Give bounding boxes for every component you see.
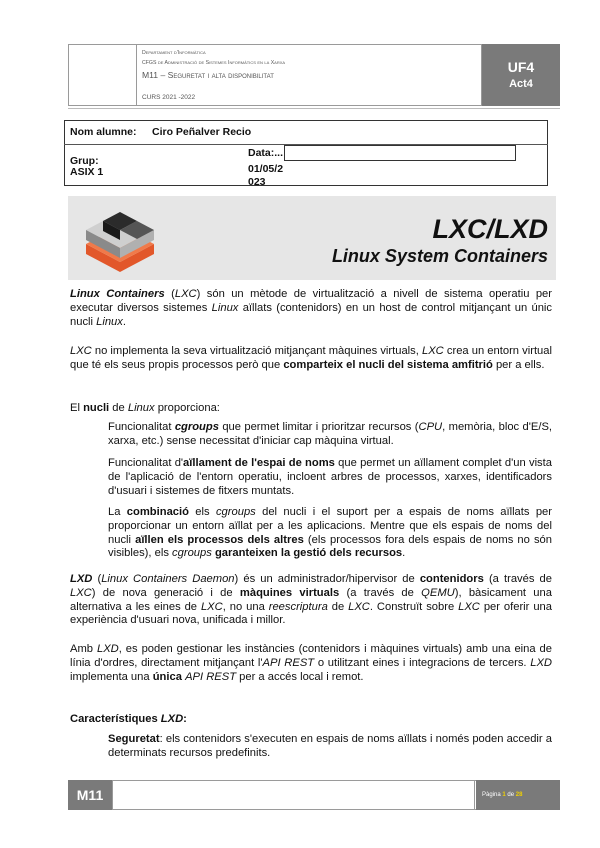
header-department: Departament d'Informàtica [142,50,206,56]
name-label: Nom alumne: [70,126,137,138]
feature-security: Seguretat: els contenidors s'executen en espais de noms aïllats i només poden accedir a determinats recursos predefinits. [108,733,552,759]
features-heading: Característiques LXD: [70,713,187,725]
page-current: 1 [502,792,506,798]
footer-divider [474,780,475,810]
banner-title: LXC/LXD [432,214,548,244]
bullet-cgroups: Funcionalitat cgroups que permet limitar i prioritzar recursos (CPU, memòria, bloc d'E/S, xarxa, etc.) sense necessitat d'iniciar cap màquina virtual. [108,421,553,447]
date-value-line2: 023 [248,176,266,188]
header-divider [136,44,137,106]
unit-label: UF4 [507,59,535,75]
footer-module: M11 [68,780,112,810]
banner-subtitle: Linux System Containers [331,246,548,266]
name-value: Ciro Peñalver Recio [152,126,252,138]
bullet-combination: La combinació els cgroups del nucli i el suport per a espais de noms aïllats per proporcionar un entorn aïllat per a les aplicacions. Mentre que els espais de noms del nucli aïllen els processos dels altres (els processos fora dels espais de noms no són visibles), els cgroups garanteixen la gestió dels recursos. [108,506,552,560]
header-box [68,44,482,106]
paragraph-lxc: LXC no implementa la seva virtualització mitjançant màquines virtuals, LXC crea un entorn virtual que té els seus propis processos però que comparteix el nucli del sistema amfitrió per a ells. [70,345,552,371]
footer-pagination: Pàgina 1 de 28 [476,780,560,810]
header-rule [68,108,560,109]
date-field[interactable] [284,145,516,161]
date-label: Data:... [248,147,284,159]
paragraph-management: Amb LXD, es poden gestionar les instàncies (contenidors i màquines virtuals) amb una eina de línia d'ordres, directament mitjançant l'API REST o utilitzant eines i integracions de tercers. LXD implementa una única API REST per a accés local i remot. [70,643,552,683]
bullet-namespaces: Funcionalitat d'aïllament de l'espai de noms que permet un aïllament complet d'un vista de l'aplicació de l'entorn operatiu, incloent arbres de processos, xarxes, identificadors d'usuari i sistemes de fitxers muntats. [108,457,552,497]
paragraph-intro: Linux Containers (LXC) són un mètode de virtualització a nivell de sistema operatiu per executar diversos sistemes Linux aïllats (contenidors) en un host de control mitjançant un únic nucli Linux. [70,288,553,328]
group-value: ASIX 1 [70,166,104,178]
paragraph-kernel: El nucli de Linux proporciona: [70,402,220,414]
containers-logo [80,200,160,276]
page-total: 28 [515,792,523,798]
header-year: CURS 2021 -2022 [142,94,196,101]
date-value-line1: 01/05/2 [248,163,284,175]
unit-badge [482,44,560,106]
group-label: Grup: [70,155,99,167]
activity-label: Act4 [509,78,533,90]
paragraph-lxd: LXD (Linux Containers Daemon) és un administrador/hipervisor de contenidors (a través de LXC) de nova generació i de màquines virtuals (a través de QEMU), bàsicament una alternativa a les eines de LXC, no una reescriptura de LXC. Construït sobre LXC per oferir una experiència d'usuari nova, unificada i millor. [70,573,552,627]
header-course: CFGS de Administració de Sistemes Informàtics en la Xarxa [142,60,286,66]
header-module: M11 – Seguretat i alta disponibilitat [142,70,274,80]
